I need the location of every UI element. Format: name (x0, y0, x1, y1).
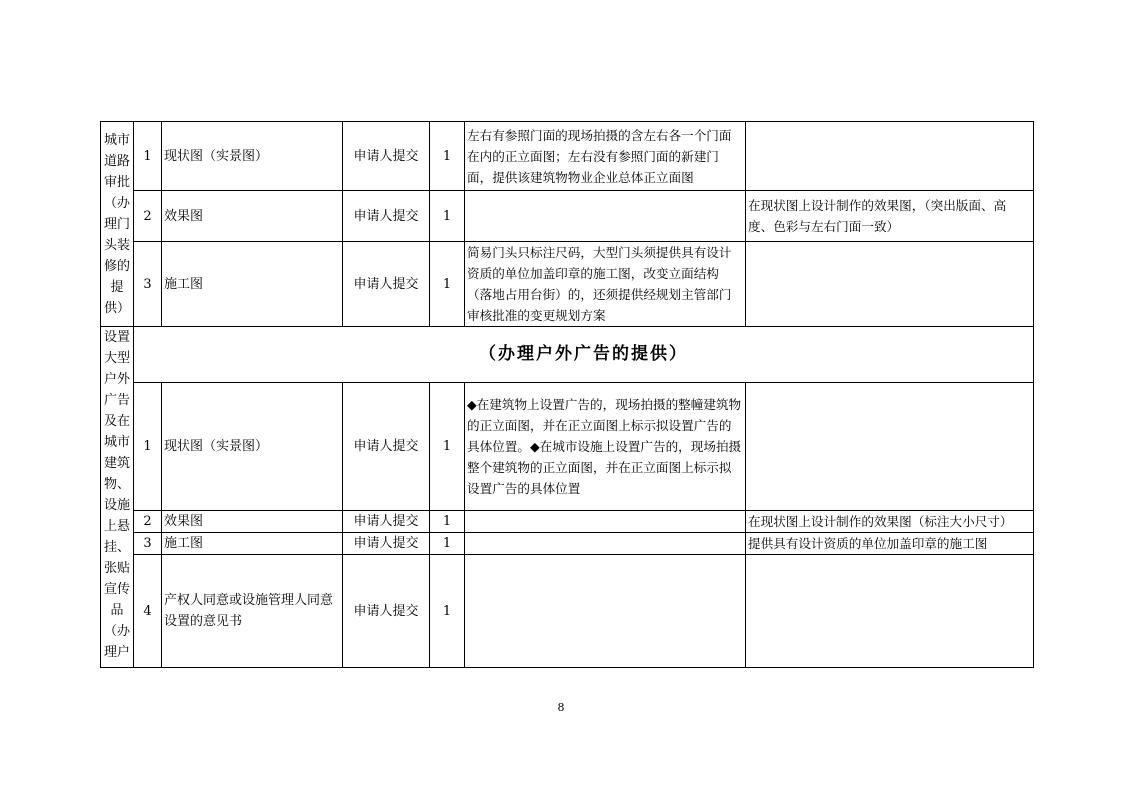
item-name: 效果图 (162, 511, 343, 533)
category-cell: 城市道路审批（办理门头装修的提供） (101, 122, 134, 327)
quantity: 1 (430, 533, 465, 555)
quantity: 1 (430, 555, 465, 668)
item-name: 施工图 (162, 533, 343, 555)
quantity: 1 (430, 242, 465, 327)
item-number: 3 (134, 533, 162, 555)
table-row (101, 511, 1034, 533)
item-name: 施工图 (162, 242, 343, 327)
quantity: 1 (430, 122, 465, 191)
requirement: 左右有参照门面的现场拍摄的含左右各一个门面在内的正立面图；左右没有参照门面的新建门面，提供该建筑物物业企业总体正立面图 (465, 122, 746, 191)
item-number: 3 (134, 242, 162, 327)
requirement (465, 555, 746, 668)
page-number: 8 (557, 701, 565, 714)
note: 在现状图上设计制作的效果图，（突出版面、高度、色彩与左右门面一致） (746, 191, 1034, 242)
category-cell: 设置大型户外广告及在城市建筑物、设施上悬挂、张贴宣传品（办理户 (101, 327, 134, 668)
table-row (101, 533, 1034, 555)
submitter: 申请人提交 (343, 242, 430, 327)
note: 在现状图上设计制作的效果图（标注大小尺寸） (746, 511, 1034, 533)
item-number: 2 (134, 191, 162, 242)
submitter: 申请人提交 (343, 555, 430, 668)
submitter: 申请人提交 (343, 122, 430, 191)
requirement (465, 191, 746, 242)
requirement: 简易门头只标注尺码，大型门头须提供具有设计资质的单位加盖印章的施工图，改变立面结构（落地占用台街）的，还须提供经规划主管部门审核批准的变更规划方案 (465, 242, 746, 327)
section-heading: （办理户外广告的提供） (134, 327, 1034, 383)
submitter: 申请人提交 (343, 191, 430, 242)
item-number: 4 (134, 555, 162, 668)
note (746, 383, 1034, 511)
table-row (101, 383, 1034, 511)
requirements-table (100, 121, 1034, 668)
item-name: 现状图（实景图） (162, 122, 343, 191)
item-name: 效果图 (162, 191, 343, 242)
item-number: 1 (134, 383, 162, 511)
requirement (465, 533, 746, 555)
note (746, 242, 1034, 327)
submitter: 申请人提交 (343, 511, 430, 533)
note: 提供具有设计资质的单位加盖印章的施工图 (746, 533, 1034, 555)
table-row (101, 191, 1034, 242)
submitter: 申请人提交 (343, 383, 430, 511)
item-number: 2 (134, 511, 162, 533)
table-row (101, 242, 1034, 327)
item-name: 产权人同意或设施管理人同意设置的意见书 (162, 555, 343, 668)
quantity: 1 (430, 191, 465, 242)
quantity: 1 (430, 383, 465, 511)
note (746, 122, 1034, 191)
quantity: 1 (430, 511, 465, 533)
item-number: 1 (134, 122, 162, 191)
note (746, 555, 1034, 668)
table-row (101, 122, 1034, 191)
table-row (101, 555, 1034, 668)
table-row (101, 327, 1034, 383)
submitter: 申请人提交 (343, 533, 430, 555)
requirement: ◆在建筑物上设置广告的，现场拍摄的整幢建筑物的正立面图，并在正立面图上标示拟设置广告的具体位置。◆在城市设施上设置广告的，现场拍摄整个建筑物的正立面图，并在正立面图上标示拟设置广告的具体位置 (465, 383, 746, 511)
requirement (465, 511, 746, 533)
item-name: 现状图（实景图） (162, 383, 343, 511)
